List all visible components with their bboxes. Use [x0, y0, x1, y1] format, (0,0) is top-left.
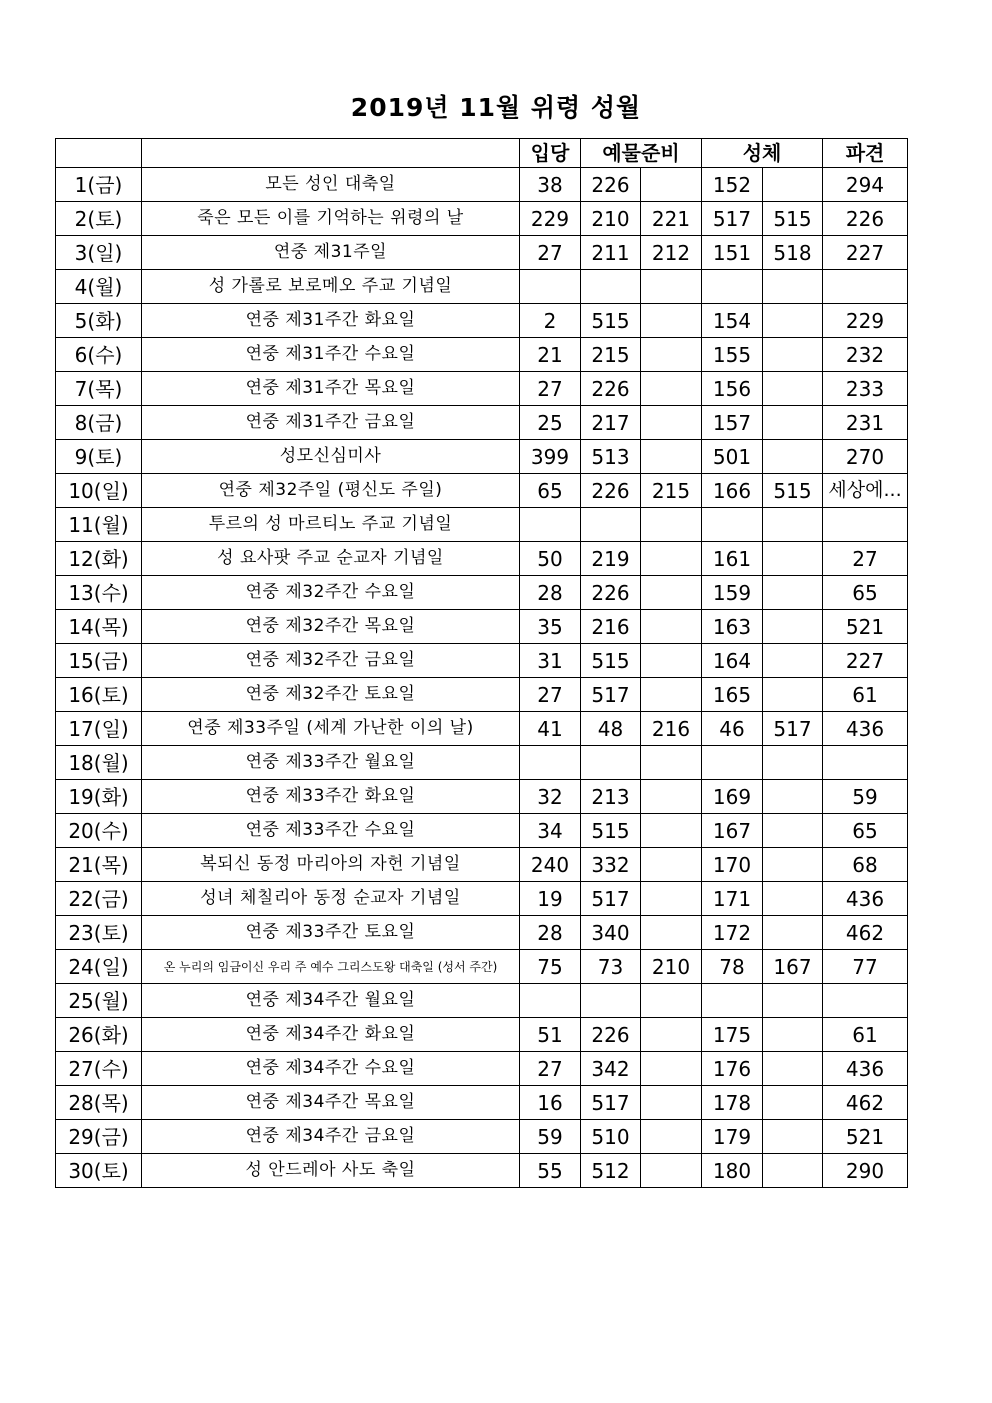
feast-cell: 연중 제34주간 수요일 [142, 1052, 520, 1086]
offertory-hymn-1-cell: 226 [581, 372, 641, 406]
dismissal-hymn-cell: 65 [823, 576, 908, 610]
table-row [56, 338, 908, 372]
table-row [56, 406, 908, 440]
entrance-hymn-cell [520, 270, 581, 304]
offertory-hymn-1-cell: 226 [581, 1018, 641, 1052]
offertory-hymn-2-cell [641, 304, 702, 338]
table-row [56, 474, 908, 508]
entrance-hymn-cell: 34 [520, 814, 581, 848]
communion-hymn-1-cell: 154 [702, 304, 763, 338]
day-cell: 21(목) [56, 848, 142, 882]
feast-cell: 복되신 동정 마리아의 자헌 기념일 [142, 848, 520, 882]
communion-hymn-2-cell [763, 814, 823, 848]
feast-cell: 성녀 체칠리아 동정 순교자 기념일 [142, 882, 520, 916]
dismissal-hymn-cell: 436 [823, 882, 908, 916]
communion-hymn-2-cell [763, 984, 823, 1018]
communion-hymn-1-cell: 155 [702, 338, 763, 372]
communion-hymn-2-cell [763, 508, 823, 542]
offertory-hymn-1-cell: 515 [581, 644, 641, 678]
table-row [56, 610, 908, 644]
communion-hymn-1-cell: 46 [702, 712, 763, 746]
communion-hymn-2-cell [763, 304, 823, 338]
dismissal-hymn-cell: 233 [823, 372, 908, 406]
day-cell: 14(목) [56, 610, 142, 644]
day-cell: 9(토) [56, 440, 142, 474]
feast-cell: 연중 제32주간 금요일 [142, 644, 520, 678]
offertory-hymn-1-cell: 216 [581, 610, 641, 644]
table-row [56, 270, 908, 304]
communion-hymn-1-cell [702, 746, 763, 780]
feast-cell: 모든 성인 대축일 [142, 168, 520, 202]
table-row [56, 780, 908, 814]
communion-hymn-2-cell [763, 440, 823, 474]
feast-cell: 연중 제33주간 화요일 [142, 780, 520, 814]
communion-hymn-2-cell [763, 1052, 823, 1086]
day-cell: 4(월) [56, 270, 142, 304]
communion-hymn-2-cell [763, 916, 823, 950]
communion-hymn-1-cell: 165 [702, 678, 763, 712]
offertory-hymn-1-cell: 515 [581, 814, 641, 848]
communion-hymn-1-cell: 152 [702, 168, 763, 202]
entrance-hymn-cell [520, 508, 581, 542]
page-title: 2019년 11월 위령 성월 [350, 93, 642, 122]
communion-hymn-1-cell: 171 [702, 882, 763, 916]
header-offertory: 예물준비 [581, 139, 702, 168]
communion-hymn-1-cell: 176 [702, 1052, 763, 1086]
communion-hymn-2-cell [763, 576, 823, 610]
offertory-hymn-1-cell: 517 [581, 882, 641, 916]
offertory-hymn-1-cell: 517 [581, 1086, 641, 1120]
offertory-hymn-1-cell: 217 [581, 406, 641, 440]
dismissal-hymn-cell: 61 [823, 1018, 908, 1052]
feast-cell: 온 누리의 임금이신 우리 주 예수 그리스도왕 대축일 (성서 주간) [142, 950, 520, 984]
dismissal-hymn-cell [823, 984, 908, 1018]
entrance-hymn-cell: 59 [520, 1120, 581, 1154]
table-row [56, 236, 908, 270]
communion-hymn-1-cell: 157 [702, 406, 763, 440]
entrance-hymn-cell: 27 [520, 1052, 581, 1086]
day-cell: 18(월) [56, 746, 142, 780]
offertory-hymn-2-cell [641, 780, 702, 814]
offertory-hymn-2-cell [641, 1052, 702, 1086]
communion-hymn-2-cell [763, 882, 823, 916]
feast-cell: 연중 제34주간 금요일 [142, 1120, 520, 1154]
feast-cell: 연중 제31주간 화요일 [142, 304, 520, 338]
feast-cell: 성 가롤로 보로메오 주교 기념일 [142, 270, 520, 304]
day-cell: 24(일) [56, 950, 142, 984]
offertory-hymn-1-cell: 340 [581, 916, 641, 950]
communion-hymn-1-cell: 167 [702, 814, 763, 848]
entrance-hymn-cell: 50 [520, 542, 581, 576]
hymn-schedule-table [55, 138, 908, 1188]
offertory-hymn-2-cell [641, 576, 702, 610]
feast-cell: 연중 제31주간 금요일 [142, 406, 520, 440]
communion-hymn-2-cell [763, 168, 823, 202]
communion-hymn-1-cell [702, 508, 763, 542]
entrance-hymn-cell: 240 [520, 848, 581, 882]
feast-cell: 연중 제32주간 토요일 [142, 678, 520, 712]
feast-cell: 연중 제33주간 월요일 [142, 746, 520, 780]
dismissal-hymn-cell: 27 [823, 542, 908, 576]
feast-cell: 투르의 성 마르티노 주교 기념일 [142, 508, 520, 542]
entrance-hymn-cell: 35 [520, 610, 581, 644]
feast-cell: 성 안드레아 사도 축일 [142, 1154, 520, 1188]
entrance-hymn-cell: 55 [520, 1154, 581, 1188]
communion-hymn-1-cell: 161 [702, 542, 763, 576]
offertory-hymn-2-cell [641, 1120, 702, 1154]
offertory-hymn-1-cell: 210 [581, 202, 641, 236]
offertory-hymn-2-cell [641, 848, 702, 882]
offertory-hymn-2-cell [641, 406, 702, 440]
feast-cell: 성 요사팟 주교 순교자 기념일 [142, 542, 520, 576]
communion-hymn-1-cell: 166 [702, 474, 763, 508]
offertory-hymn-2-cell [641, 1086, 702, 1120]
table-row [56, 950, 908, 984]
offertory-hymn-1-cell: 48 [581, 712, 641, 746]
dismissal-hymn-cell: 77 [823, 950, 908, 984]
offertory-hymn-2-cell: 215 [641, 474, 702, 508]
header-day [56, 139, 142, 168]
communion-hymn-2-cell [763, 610, 823, 644]
communion-hymn-1-cell: 151 [702, 236, 763, 270]
feast-cell: 연중 제33주일 (세계 가난한 이의 날) [142, 712, 520, 746]
dismissal-hymn-cell: 290 [823, 1154, 908, 1188]
header-entrance: 입당 [520, 139, 581, 168]
communion-hymn-2-cell [763, 372, 823, 406]
dismissal-hymn-cell: 462 [823, 1086, 908, 1120]
dismissal-hymn-cell: 232 [823, 338, 908, 372]
offertory-hymn-1-cell: 510 [581, 1120, 641, 1154]
entrance-hymn-cell: 28 [520, 576, 581, 610]
entrance-hymn-cell: 38 [520, 168, 581, 202]
day-cell: 10(일) [56, 474, 142, 508]
entrance-hymn-cell: 25 [520, 406, 581, 440]
entrance-hymn-cell: 51 [520, 1018, 581, 1052]
communion-hymn-1-cell: 163 [702, 610, 763, 644]
communion-hymn-2-cell [763, 1154, 823, 1188]
offertory-hymn-1-cell: 226 [581, 576, 641, 610]
dismissal-hymn-cell: 521 [823, 1120, 908, 1154]
offertory-hymn-1-cell: 517 [581, 678, 641, 712]
header-dismissal: 파견 [823, 139, 908, 168]
dismissal-hymn-cell: 227 [823, 644, 908, 678]
day-cell: 5(화) [56, 304, 142, 338]
communion-hymn-1-cell: 170 [702, 848, 763, 882]
table-row [56, 576, 908, 610]
feast-cell: 연중 제34주간 월요일 [142, 984, 520, 1018]
communion-hymn-2-cell [763, 1018, 823, 1052]
entrance-hymn-cell: 27 [520, 678, 581, 712]
feast-cell: 연중 제33주간 토요일 [142, 916, 520, 950]
offertory-hymn-2-cell [641, 814, 702, 848]
feast-cell: 연중 제31주간 목요일 [142, 372, 520, 406]
communion-hymn-1-cell: 517 [702, 202, 763, 236]
day-cell: 25(월) [56, 984, 142, 1018]
entrance-hymn-cell: 75 [520, 950, 581, 984]
table-body [56, 168, 908, 1188]
entrance-hymn-cell [520, 984, 581, 1018]
table-row [56, 746, 908, 780]
communion-hymn-1-cell: 78 [702, 950, 763, 984]
communion-hymn-2-cell [763, 542, 823, 576]
table-row [56, 882, 908, 916]
communion-hymn-1-cell: 172 [702, 916, 763, 950]
communion-hymn-2-cell [763, 338, 823, 372]
entrance-hymn-cell: 16 [520, 1086, 581, 1120]
table-row [56, 542, 908, 576]
offertory-hymn-2-cell: 221 [641, 202, 702, 236]
day-cell: 20(수) [56, 814, 142, 848]
day-cell: 23(토) [56, 916, 142, 950]
communion-hymn-2-cell: 515 [763, 474, 823, 508]
offertory-hymn-2-cell [641, 1018, 702, 1052]
day-cell: 29(금) [56, 1120, 142, 1154]
dismissal-hymn-cell: 227 [823, 236, 908, 270]
offertory-hymn-2-cell [641, 678, 702, 712]
dismissal-hymn-cell [823, 746, 908, 780]
day-cell: 15(금) [56, 644, 142, 678]
table-row [56, 440, 908, 474]
communion-hymn-2-cell [763, 644, 823, 678]
feast-cell: 성모신심미사 [142, 440, 520, 474]
entrance-hymn-cell: 32 [520, 780, 581, 814]
entrance-hymn-cell: 27 [520, 372, 581, 406]
offertory-hymn-1-cell: 332 [581, 848, 641, 882]
day-cell: 6(수) [56, 338, 142, 372]
communion-hymn-2-cell: 515 [763, 202, 823, 236]
communion-hymn-2-cell [763, 746, 823, 780]
offertory-hymn-1-cell: 213 [581, 780, 641, 814]
communion-hymn-2-cell [763, 780, 823, 814]
communion-hymn-1-cell [702, 270, 763, 304]
feast-cell: 연중 제32주일 (평신도 주일) [142, 474, 520, 508]
feast-cell: 연중 제32주간 수요일 [142, 576, 520, 610]
entrance-hymn-cell: 19 [520, 882, 581, 916]
dismissal-hymn-cell: 68 [823, 848, 908, 882]
day-cell: 11(월) [56, 508, 142, 542]
offertory-hymn-2-cell: 210 [641, 950, 702, 984]
table-row [56, 1052, 908, 1086]
offertory-hymn-2-cell [641, 542, 702, 576]
communion-hymn-2-cell [763, 270, 823, 304]
offertory-hymn-1-cell: 226 [581, 474, 641, 508]
offertory-hymn-1-cell: 512 [581, 1154, 641, 1188]
feast-cell: 연중 제33주간 수요일 [142, 814, 520, 848]
table-row [56, 372, 908, 406]
dismissal-hymn-cell: 231 [823, 406, 908, 440]
offertory-hymn-2-cell [641, 168, 702, 202]
day-cell: 13(수) [56, 576, 142, 610]
dismissal-hymn-cell: 61 [823, 678, 908, 712]
communion-hymn-1-cell: 156 [702, 372, 763, 406]
header-communion: 성체 [702, 139, 823, 168]
communion-hymn-1-cell: 164 [702, 644, 763, 678]
offertory-hymn-1-cell: 73 [581, 950, 641, 984]
offertory-hymn-2-cell [641, 746, 702, 780]
day-cell: 8(금) [56, 406, 142, 440]
feast-cell: 연중 제34주간 화요일 [142, 1018, 520, 1052]
communion-hymn-2-cell: 167 [763, 950, 823, 984]
dismissal-hymn-cell: 270 [823, 440, 908, 474]
offertory-hymn-1-cell [581, 984, 641, 1018]
entrance-hymn-cell: 27 [520, 236, 581, 270]
entrance-hymn-cell: 399 [520, 440, 581, 474]
communion-hymn-2-cell [763, 848, 823, 882]
offertory-hymn-2-cell [641, 372, 702, 406]
table-header-row [56, 139, 908, 168]
entrance-hymn-cell: 65 [520, 474, 581, 508]
communion-hymn-2-cell [763, 1120, 823, 1154]
communion-hymn-1-cell: 169 [702, 780, 763, 814]
offertory-hymn-2-cell [641, 882, 702, 916]
offertory-hymn-1-cell: 342 [581, 1052, 641, 1086]
offertory-hymn-2-cell: 216 [641, 712, 702, 746]
header-feast [142, 139, 520, 168]
communion-hymn-2-cell [763, 406, 823, 440]
table-row [56, 678, 908, 712]
communion-hymn-1-cell: 180 [702, 1154, 763, 1188]
offertory-hymn-1-cell [581, 270, 641, 304]
offertory-hymn-1-cell: 211 [581, 236, 641, 270]
dismissal-hymn-cell: 462 [823, 916, 908, 950]
offertory-hymn-2-cell [641, 610, 702, 644]
communion-hymn-2-cell: 518 [763, 236, 823, 270]
table-row [56, 712, 908, 746]
communion-hymn-2-cell: 517 [763, 712, 823, 746]
dismissal-hymn-cell [823, 270, 908, 304]
offertory-hymn-2-cell: 212 [641, 236, 702, 270]
offertory-hymn-2-cell [641, 338, 702, 372]
day-cell: 22(금) [56, 882, 142, 916]
table-row [56, 1120, 908, 1154]
table-row [56, 168, 908, 202]
entrance-hymn-cell [520, 746, 581, 780]
table-row [56, 984, 908, 1018]
entrance-hymn-cell: 229 [520, 202, 581, 236]
dismissal-hymn-cell: 226 [823, 202, 908, 236]
feast-cell: 연중 제34주간 목요일 [142, 1086, 520, 1120]
dismissal-hymn-cell: 65 [823, 814, 908, 848]
dismissal-hymn-cell: 521 [823, 610, 908, 644]
entrance-hymn-cell: 28 [520, 916, 581, 950]
offertory-hymn-1-cell: 226 [581, 168, 641, 202]
offertory-hymn-1-cell [581, 746, 641, 780]
offertory-hymn-2-cell [641, 270, 702, 304]
day-cell: 12(화) [56, 542, 142, 576]
offertory-hymn-1-cell: 515 [581, 304, 641, 338]
dismissal-hymn-cell: 세상에... [823, 474, 908, 508]
dismissal-hymn-cell: 294 [823, 168, 908, 202]
dismissal-hymn-cell: 436 [823, 712, 908, 746]
table-row [56, 848, 908, 882]
communion-hymn-1-cell: 175 [702, 1018, 763, 1052]
day-cell: 26(화) [56, 1018, 142, 1052]
table-row [56, 508, 908, 542]
entrance-hymn-cell: 31 [520, 644, 581, 678]
table-row [56, 202, 908, 236]
offertory-hymn-2-cell [641, 644, 702, 678]
day-cell: 1(금) [56, 168, 142, 202]
day-cell: 28(목) [56, 1086, 142, 1120]
communion-hymn-1-cell: 178 [702, 1086, 763, 1120]
table-row [56, 1154, 908, 1188]
offertory-hymn-2-cell [641, 440, 702, 474]
table-row [56, 1018, 908, 1052]
communion-hymn-1-cell [702, 984, 763, 1018]
dismissal-hymn-cell: 59 [823, 780, 908, 814]
day-cell: 27(수) [56, 1052, 142, 1086]
table-row [56, 916, 908, 950]
feast-cell: 죽은 모든 이를 기억하는 위령의 날 [142, 202, 520, 236]
feast-cell: 연중 제32주간 목요일 [142, 610, 520, 644]
day-cell: 7(목) [56, 372, 142, 406]
offertory-hymn-1-cell: 219 [581, 542, 641, 576]
offertory-hymn-2-cell [641, 508, 702, 542]
entrance-hymn-cell: 21 [520, 338, 581, 372]
dismissal-hymn-cell: 229 [823, 304, 908, 338]
dismissal-hymn-cell: 436 [823, 1052, 908, 1086]
table-row [56, 1086, 908, 1120]
feast-cell: 연중 제31주간 수요일 [142, 338, 520, 372]
communion-hymn-2-cell [763, 678, 823, 712]
table-row [56, 644, 908, 678]
day-cell: 17(일) [56, 712, 142, 746]
table-row [56, 304, 908, 338]
offertory-hymn-1-cell: 513 [581, 440, 641, 474]
offertory-hymn-1-cell: 215 [581, 338, 641, 372]
offertory-hymn-2-cell [641, 1154, 702, 1188]
offertory-hymn-1-cell [581, 508, 641, 542]
offertory-hymn-2-cell [641, 984, 702, 1018]
day-cell: 2(토) [56, 202, 142, 236]
communion-hymn-1-cell: 159 [702, 576, 763, 610]
offertory-hymn-2-cell [641, 916, 702, 950]
day-cell: 3(일) [56, 236, 142, 270]
communion-hymn-1-cell: 179 [702, 1120, 763, 1154]
entrance-hymn-cell: 2 [520, 304, 581, 338]
entrance-hymn-cell: 41 [520, 712, 581, 746]
day-cell: 16(토) [56, 678, 142, 712]
communion-hymn-1-cell: 501 [702, 440, 763, 474]
communion-hymn-2-cell [763, 1086, 823, 1120]
feast-cell: 연중 제31주일 [142, 236, 520, 270]
dismissal-hymn-cell [823, 508, 908, 542]
day-cell: 30(토) [56, 1154, 142, 1188]
table-row [56, 814, 908, 848]
day-cell: 19(화) [56, 780, 142, 814]
